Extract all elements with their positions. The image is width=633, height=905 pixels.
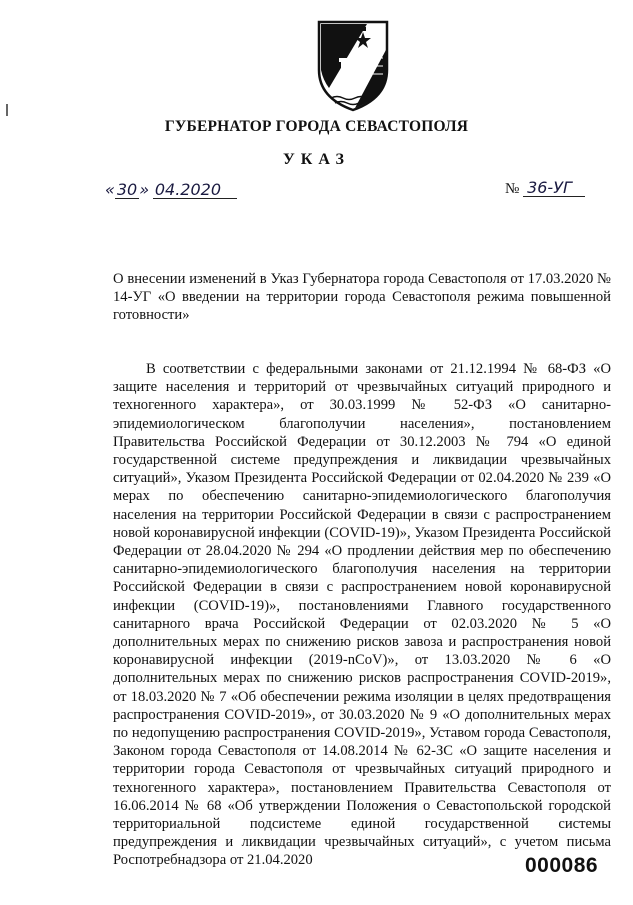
page-number: 000086 — [525, 854, 599, 877]
decree-body-paragraph: В соответствии с федеральными законами от 21.12.1994 № 68-ФЗ «О защите населения и территорий от чрезвычайных ситуаций природного и техногенного характера», от 30.03.1999 № 52-ФЗ «О санитарно-эпидемиологическом благополучии населения», постановлением Правительства Российской Федерации от 30.12.2003 № 794 «О единой государственной системе предупреждения и ликвидации чрезвычайных ситуаций», Указом Президента Российской Федерации от 02.04.2020 № 239 «О мерах по обеспечению санитарно-эпидемиологического благополучия населения на территории Российской Федерации в связи с распространением новой коронавирусной инфекции (COVID-19)», Указом Президента Российской Федерации от 28.04.2020 № 294 «О продлении действия мер по обеспечению санитарно-эпидемиологического благополучия населения на территории Российской Федерации в связи с распространением новой коронавирусной инфекции (COVID-19)», постановлениями Главного государственного санитарного врача Российской Федерации от 02.03.2020 № 5 «О дополнительных мерах по снижению рисков завоза и распространения новой коронавирусной инфекции (2019-nCoV)», от 13.03.2020 № 6 «О дополнительных мерах по снижению рисков распространения COVID-2019», от 18.03.2020 № 7 «Об обеспечении режима изоляции в целях предотвращения распространения COVID-2019», от 30.03.2020 № 9 «О дополнительных мерах по недопущению распространения COVID-2019», Уставом города Севастополя, Законом города Севастополя от 14.08.2014 № 62-ЗС «О защите населения и территории города Севастополя от чрезвычайных ситуаций природного и техногенного характера», постановлением Правительства Севастополя от 16.06.2014 № 68 «Об утверждении Положения о Севастопольской городской территориальной подсистеме единой государственной системы предупреждения и ликвидации чрезвычайных ситуаций», с учетом письма Роспотребнадзора от 21.04.2020 — [113, 361, 611, 869]
sevastopol-coat-of-arms-icon — [315, 18, 391, 112]
number-value: 36-УГ — [523, 180, 585, 197]
decree-subject: О внесении изменений в Указ Губернатора города Севастополя от 17.03.2020 № 14-УГ «О введении на территории города Севастополя режима повышенной готовности» — [113, 271, 611, 323]
decree-heading: УКАЗ — [283, 151, 350, 168]
decree-number — [505, 180, 585, 198]
date-day: 30 — [116, 180, 138, 199]
date-month-year: 04.2020 — [153, 182, 237, 199]
date-quote-close: » — [139, 180, 150, 199]
number-sign: № — [505, 181, 520, 197]
governor-title: ГУБЕРНАТОР ГОРОДА СЕВАСТОПОЛЯ — [164, 118, 469, 135]
date-quote-open: « — [105, 180, 115, 199]
scan-margin-mark — [6, 104, 8, 116]
decree-date — [105, 180, 237, 200]
